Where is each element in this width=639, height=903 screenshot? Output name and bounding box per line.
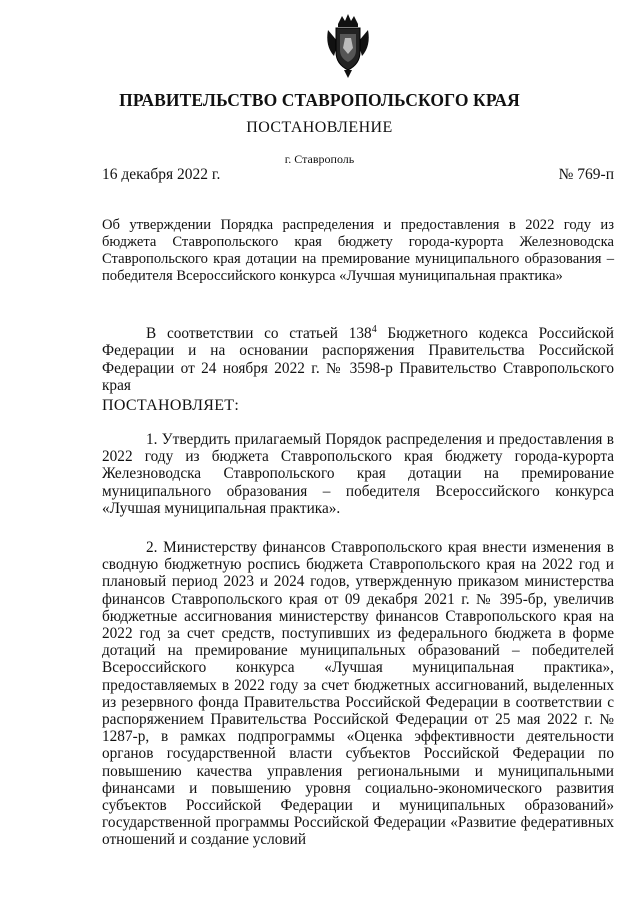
basis-text-start: В соответствии со статьей 138 — [146, 325, 372, 343]
government-title: ПРАВИТЕЛЬСТВО СТАВРОПОЛЬСКОГО КРАЯ — [119, 90, 520, 110]
basis-text-end: Бюджетного кодекса Российской Федерации и на основании распоряжения Правительства Российской Федерации от 24 ноября 2022 г. № 3598-р Правительство Ставропольского края — [102, 325, 614, 394]
list-item: 1. Утвердить прилагаемый Порядок распределения и предоставления в 2022 году из бюджета Ставропольского края бюджету города-курорта Железноводска Ставропольского края дотации на премирование муниципального образования – победителя Всероссийского конкурса «Лучшая муниципальная практика». — [102, 431, 614, 517]
document-date: 16 декабря 2022 г. — [102, 166, 221, 183]
decree-heading: ПОСТАНОВЛЯЕТ: — [102, 397, 240, 414]
legal-basis-paragraph — [102, 321, 614, 394]
coat-of-arms-icon — [324, 12, 372, 80]
document-number: № 769-п — [558, 166, 614, 183]
basis-superscript: 4 — [371, 324, 377, 335]
document-subject: Об утверждении Порядка распределения и предоставления в 2022 году из бюджета Ставропольского края бюджету города-курорта Железноводска Ставропольского края дотации на премирование муниципального образования – победителя Всероссийского конкурса «Лучшая муниципальная практика» — [102, 217, 614, 284]
city-label: г. Ставрополь — [284, 152, 355, 166]
document-type: ПОСТАНОВЛЕНИЕ — [246, 119, 393, 136]
list-item: 2. Министерству финансов Ставропольского края внести изменения в сводную бюджетную роспись бюджета Ставропольского края на 2022 год и плановый период 2023 и 2024 годов, утвержденную приказом министерства финансов Ставропольского края от 09 декабря 2021 г. № 395-бр, увеличив бюджетные ассигнования министерству финансов Ставропольского края на 2022 год за счет средств, поступивших из федерального бюджета в форме дотаций на премирование муниципальных образований – победителей Всероссийского конкурса «Лучшая муниципальная практика», предоставляемых в 2022 году за счет бюджетных ассигнований, выделенных из резервного фонда Правительства Российской Федерации в соответствии с распоряжением Правительства Российской Федерации от 25 мая 2022 г. № 1287-р, в рамках подпрограммы «Оценка эффективности деятельности органов государственной власти субъектов Российской Федерации по повышению качества управления региональными и муниципальными финансами и повышению уровня социально-экономического развития субъектов Российской Федерации и муниципальных образований» государственной программы Российской Федерации «Развитие федеративных отношений и создание условий — [102, 539, 614, 849]
